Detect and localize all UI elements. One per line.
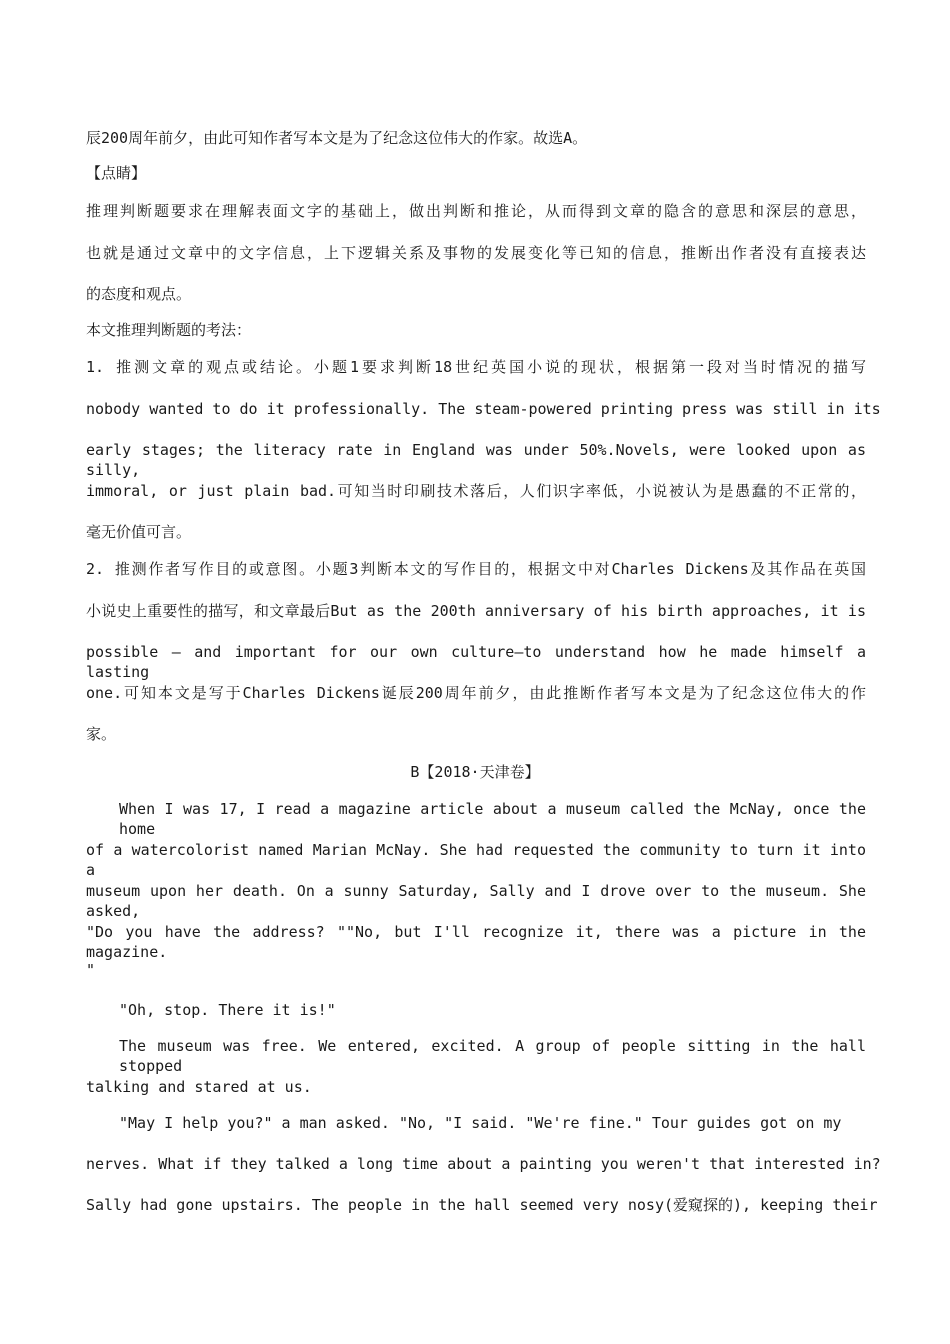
text-line: nobody wanted to do it professionally. The steam-powered printing press was still in its [86,400,881,418]
text-line: of a watercolorist named Marian McNay. She had requested the community to turn it into a [86,841,866,879]
text-line: 家。 [86,725,117,743]
text-line: one.可知本文是写于Charles Dickens诞辰200周年前夕，由此推断作者写本文是为了纪念这位伟大的作 [86,684,866,702]
text-line: immoral, or just plain bad.可知当时印刷技术落后，人们识字率低，小说被认为是愚蠢的不正常的， [86,482,866,500]
text-line: "Oh, stop. There it is!" [119,1001,336,1019]
text-line: "May I help you?" a man asked. "No, "I said. "We're fine." Tour guides got on my [119,1114,842,1132]
text-line: museum upon her death. On a sunny Saturday, Sally and I drove over to the museum. She asked, [86,882,866,920]
text-line: early stages; the literacy rate in England was under 50%.Novels, were looked upon as silly, [86,441,866,479]
text-line: 辰200周年前夕，由此可知作者写本文是为了纪念这位伟大的作家。故选A。 [86,129,588,147]
text-line: 毫无价值可言。 [86,523,192,541]
text-line: "Do you have the address? ""No, but I'll recognize it, there was a picture in the magazine. [86,923,866,961]
text-line: Sally had gone upstairs. The people in the hall seemed very nosy(爱窥探的), keeping their [86,1196,878,1214]
text-line: 也就是通过文章中的文字信息，上下逻辑关系及事物的发展变化等已知的信息，推断出作者没有直接表达 [86,244,866,262]
text-line: 1. 推测文章的观点或结论。小题1要求判断18世纪英国小说的现状，根据第一段对当时情况的描写 [86,358,866,376]
text-line: When I was 17, I read a magazine article about a museum called the McNay, once the home [119,800,866,838]
passage-heading: B【2018·天津卷】 [410,763,540,781]
text-line: 本文推理判断题的考法： [86,321,252,339]
text-line: " [86,961,96,979]
text-line: talking and stared at us. [86,1078,312,1096]
text-line: 推理判断题要求在理解表面文字的基础上，做出判断和推论，从而得到文章的隐含的意思和深层的意思， [86,202,866,220]
text-line: 小说史上重要性的描写，和文章最后But as the 200th anniversary of his birth approaches, it is [86,602,866,620]
text-line: The museum was free. We entered, excited. A group of people sitting in the hall stopped [119,1037,866,1075]
text-line: nerves. What if they talked a long time about a painting you weren't that interested in? [86,1155,881,1173]
section-heading: 【点睛】 [86,164,147,182]
text-line: possible — and important for our own culture—to understand how he made himself a lasting [86,643,866,681]
text-line: 的态度和观点。 [86,285,192,303]
text-line: 2. 推测作者写作目的或意图。小题3判断本文的写作目的，根据文中对Charles Dickens及其作品在英国 [86,560,866,578]
